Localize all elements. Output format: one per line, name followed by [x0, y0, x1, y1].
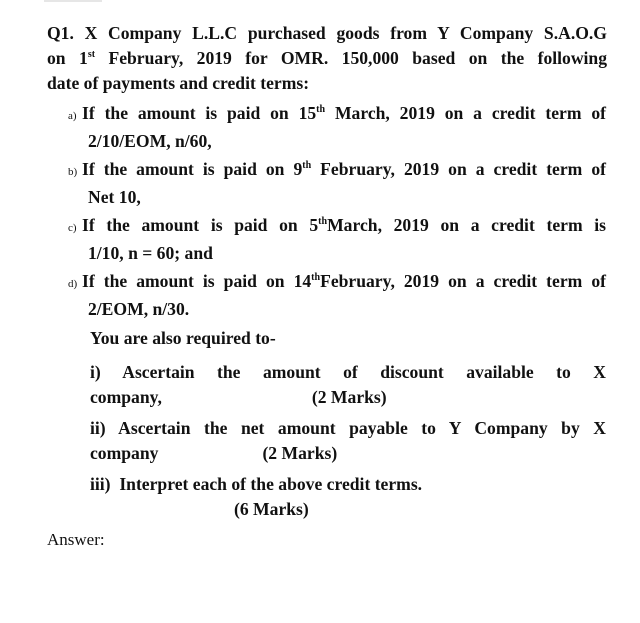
item-label: b) — [68, 166, 78, 178]
item-sup: th — [311, 272, 321, 283]
q-line2-pre: on 1 — [47, 48, 88, 68]
part-ii — [90, 416, 606, 465]
answer-label: Answer: — [47, 530, 105, 549]
marks: (2 Marks) — [311, 386, 387, 407]
item-sup: th — [318, 216, 328, 227]
item-label: a) — [68, 110, 77, 122]
item-text-post: March, 2019 on a credit term of — [325, 103, 606, 123]
required-heading: You are also required to- — [90, 328, 276, 348]
list-item-b — [68, 157, 606, 209]
part-line-1: i) Ascertain the amount of discount available to X — [90, 362, 606, 382]
part-line-1: iii) Interpret each of the above credit terms. — [90, 474, 423, 494]
part-line-2 — [90, 497, 606, 522]
list-item-a — [68, 101, 606, 153]
item-sup: th — [316, 104, 326, 115]
item-line-2: Net 10, — [88, 186, 141, 207]
item-text: If the amount is paid on 15 — [82, 103, 317, 123]
marks: (6 Marks) — [234, 498, 309, 519]
item-text: If the amount is paid on 14 — [82, 271, 312, 291]
item-label: d) — [68, 278, 78, 290]
item-label: c) — [68, 222, 77, 234]
list-item-c — [68, 213, 606, 265]
q-line2-post: February, 2019 for OMR. 150,000 based on the following — [95, 48, 607, 68]
question-line-2 — [47, 46, 607, 71]
question-text — [47, 21, 607, 96]
item-sup: th — [302, 160, 312, 171]
question-line-3: date of payments and credit terms: — [47, 73, 310, 93]
question-line-1: Q1. X Company L.L.C purchased goods from Y Company S.A.O.G — [47, 23, 607, 43]
part-iii — [90, 472, 606, 521]
part-text: company, — [90, 386, 162, 407]
item-text-post: February, 2019 on a credit term of — [311, 159, 606, 179]
list-item-d — [68, 269, 606, 321]
part-line-1: ii) Ascertain the net amount payable to Y Company by X — [90, 418, 606, 438]
item-line-2: 2/10/EOM, n/60, — [88, 130, 212, 151]
item-text-post: February, 2019 on a credit term of — [320, 271, 606, 291]
part-line-2 — [90, 441, 606, 466]
item-text: If the amount is paid on 9 — [82, 159, 303, 179]
marks: (2 Marks) — [262, 442, 338, 463]
item-text: If the amount is paid on 5 — [82, 215, 319, 235]
part-i — [90, 360, 606, 409]
part-text: company — [90, 442, 159, 463]
item-text-post: March, 2019 on a credit term is — [327, 215, 606, 235]
q-line2-sup: st — [87, 49, 96, 60]
part-line-2 — [90, 385, 606, 410]
item-line-2: 2/EOM, n/30. — [88, 298, 190, 319]
item-line-2: 1/10, n = 60; and — [88, 242, 213, 263]
top-rule — [44, 0, 102, 2]
